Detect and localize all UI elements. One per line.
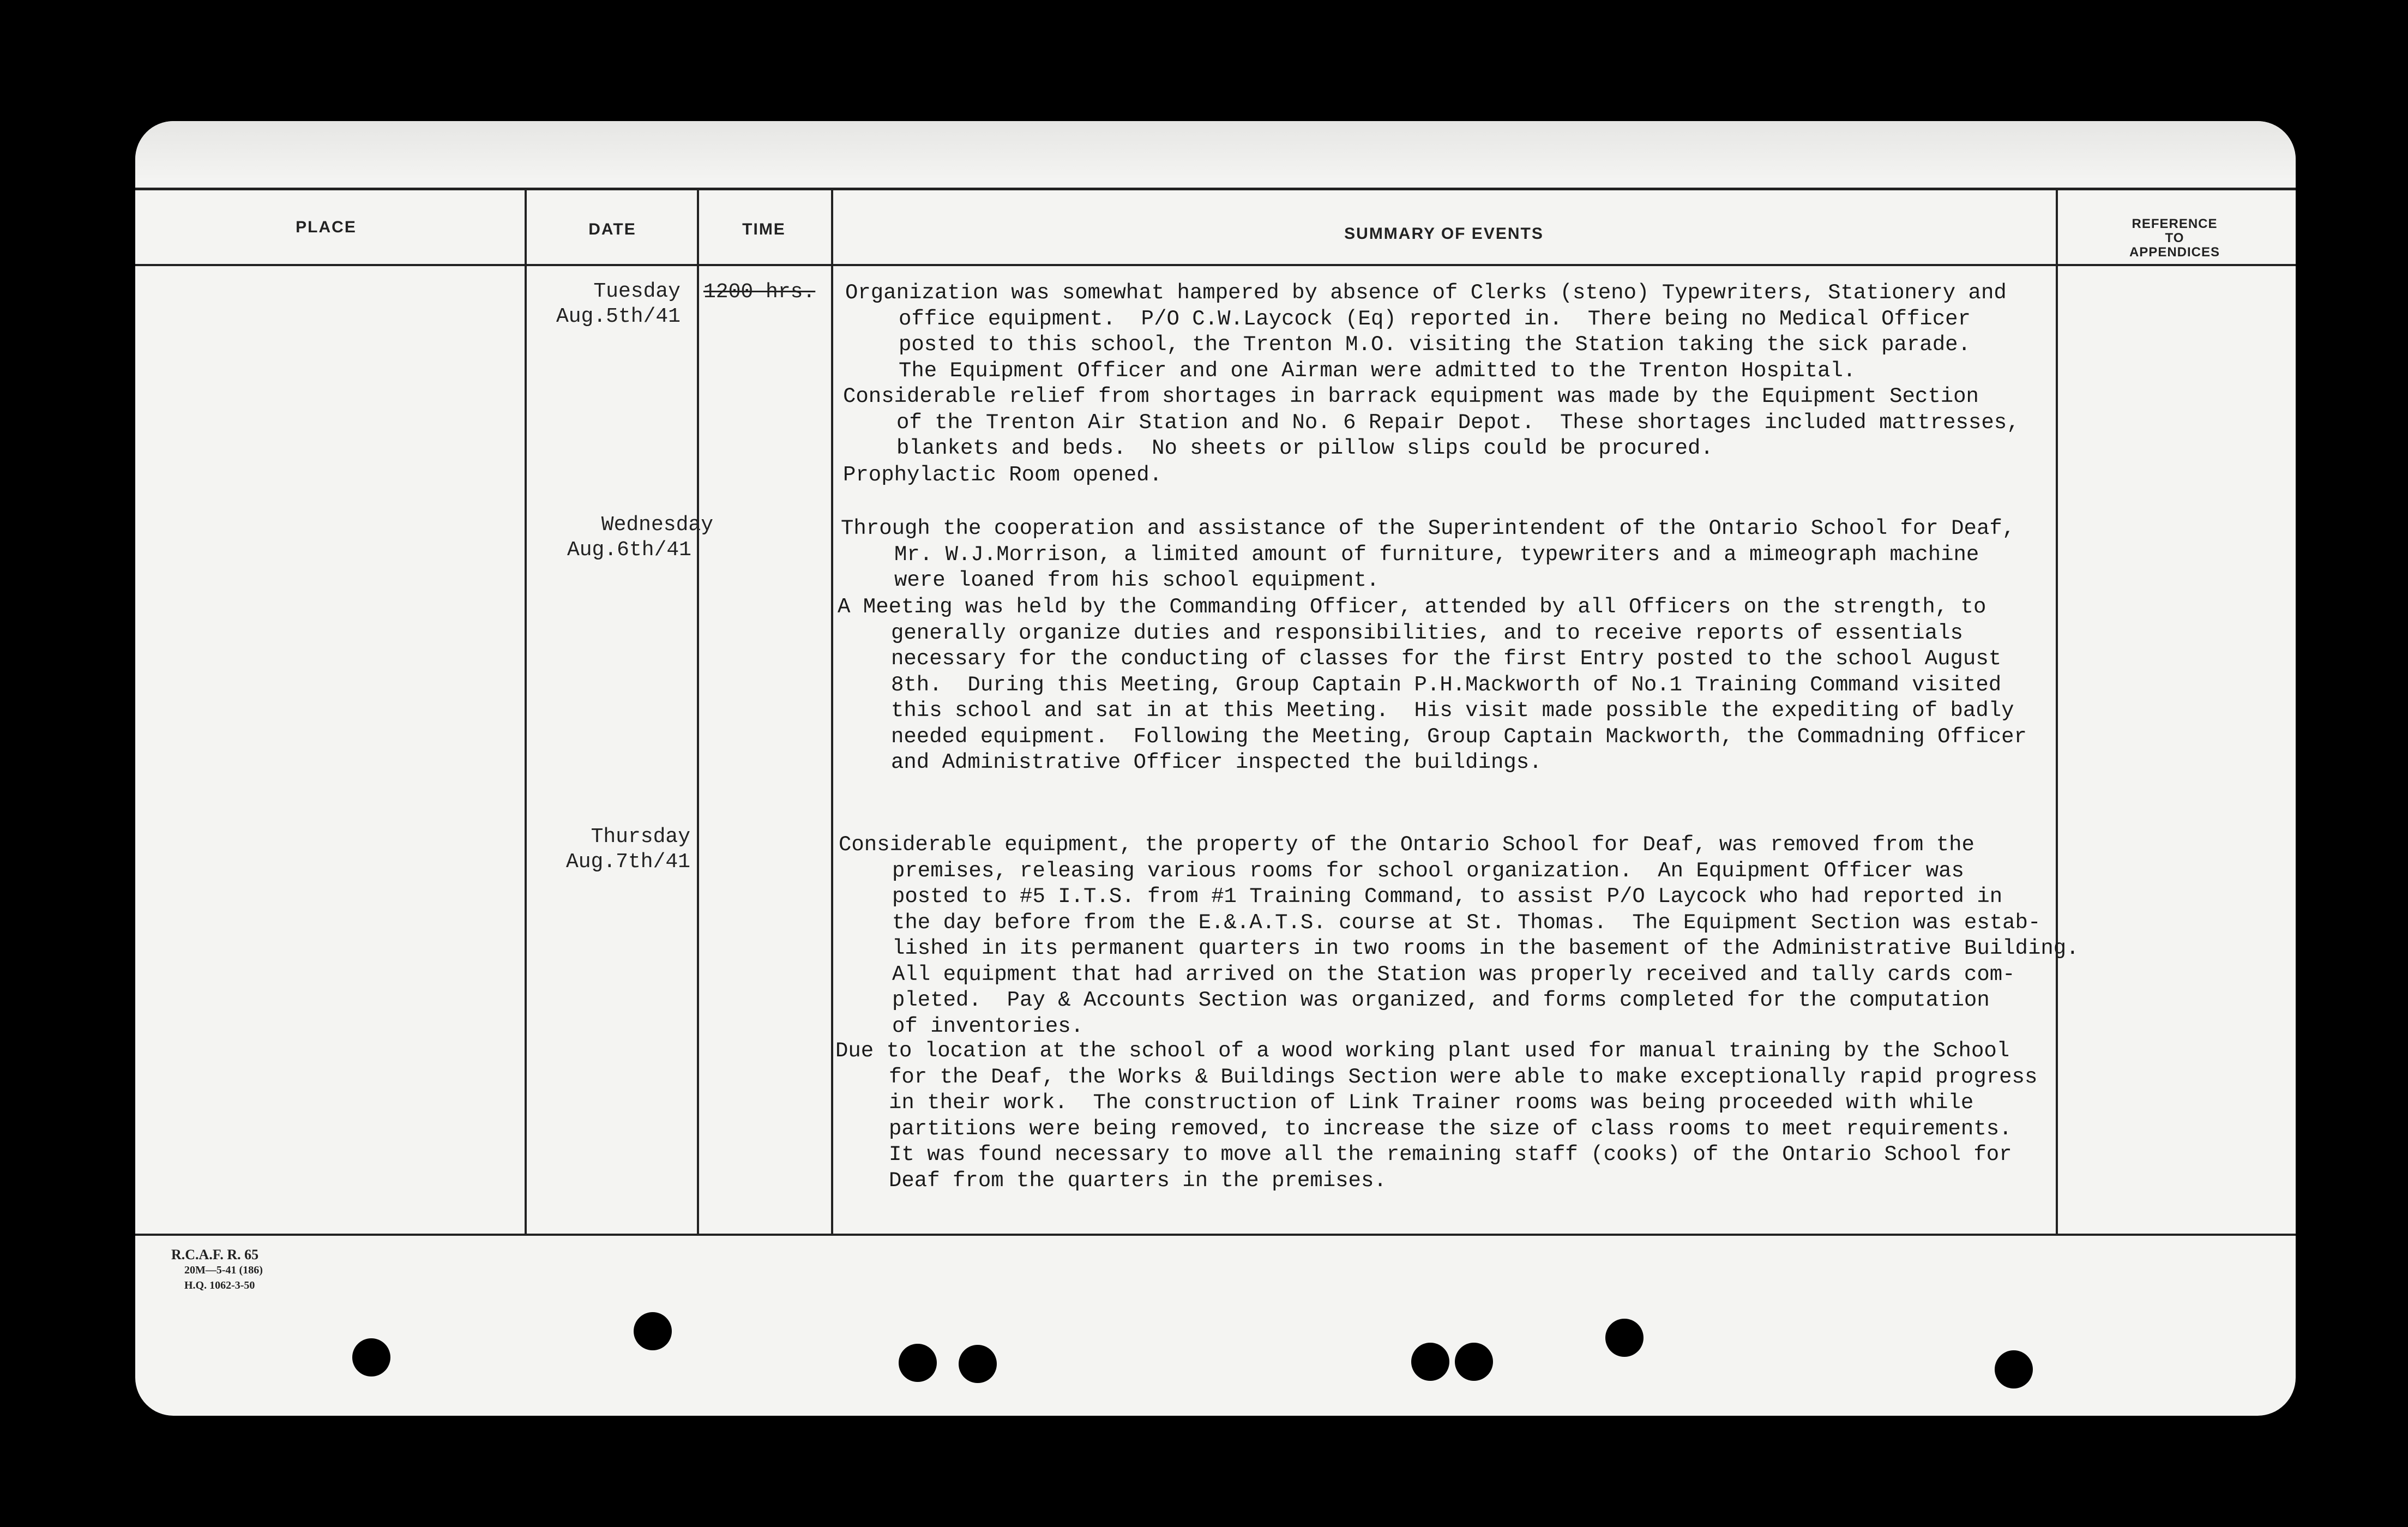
header-reference: REFERENCE TO APPENDICES <box>2129 217 2220 260</box>
summary-paragraph: A Meeting was held by the Commanding Officer, attended by all Officers on the strength, to generally organize duties and responsibilities, and to receive reports of essentials necessary for the conducting of classes for the first Entry posted to the school August 8th. During this Meeting, Group Captain P.H.Mackworth of No.1 Training Command visited this school and sat in at this Meeting. His visit made possible the expediting of badly needed equipment. Following the Meeting, Group Captain Mackworth, the Commadning Officer and Administrative Officer inspected the buildings. <box>838 595 2027 774</box>
punch-hole <box>1455 1343 1493 1381</box>
summary-paragraph: Prophylactic Room opened. <box>843 463 1163 487</box>
summary-paragraph: Through the cooperation and assistance of the Superintendent of the Ontario School for Deaf, Mr. W.J.Morrison, a limited amount of furniture, typewriters and a mimeograph machine were loaned from his school equipment. <box>841 516 2015 592</box>
entry-date: Aug.7th/41 <box>565 850 690 874</box>
entry-date: Aug.5th/41 <box>556 305 681 328</box>
entry-time: 1200 hrs. <box>703 280 816 304</box>
summary-paragraph: Organization was somewhat hampered by absence of Clerks (steno) Typewriters, Stationery and office equipment. P/O C.W.Laycock (Eq) reported in. There being no Medical Officer posted to this school, the Trenton M.O. visiting the Station taking the sick parade. The Equipment Officer and one Airman were admitted to the Trenton Hospital. <box>845 281 2007 383</box>
punch-hole <box>1995 1350 2033 1388</box>
entry-day: Tuesday <box>593 280 681 303</box>
summary-paragraph: Due to location at the school of a wood working plant used for manual training by the School for the Deaf, the Works & Buildings Section were able to make exceptionally rapid progress in their work. The construction of Link Trainer rooms was being proceeded with while partitions were being removed, to increase the size of class rooms to meet requirements. It was found necessary to move all the remaining staff (cooks) of the Ontario School for Deaf from the quarters in the premises. <box>835 1039 2038 1193</box>
summary-paragraph: Considerable relief from shortages in barrack equipment was made by the Equipment Section of the Trenton Air Station and No. 6 Repair Depot. These shortages included mattresses, blankets and beds. No sheets or pillow slips could be procured. <box>843 384 2020 460</box>
header-summary: SUMMARY OF EVENTS <box>1344 225 1544 243</box>
print-code: 20M—5-41 (186) <box>184 1264 263 1276</box>
hq-code: H.Q. 1062-3-50 <box>184 1279 255 1291</box>
punch-hole <box>899 1344 937 1382</box>
entry-day: Thursday <box>591 825 690 849</box>
header-bottom-rule <box>135 264 2296 266</box>
form-number: R.C.A.F. R. 65 <box>171 1247 259 1263</box>
punch-hole <box>634 1312 672 1350</box>
column-rule-date <box>697 189 699 1236</box>
header-time: TIME <box>742 220 786 238</box>
punch-hole <box>1411 1343 1449 1381</box>
punch-hole <box>1605 1319 1644 1357</box>
entry-day: Wednesday <box>601 513 713 537</box>
top-rule <box>135 188 2296 190</box>
punch-hole <box>959 1345 997 1383</box>
sheet-shading <box>135 121 2296 181</box>
summary-paragraph: Considerable equipment, the property of the Ontario School for Deaf, was removed from the premises, releasing various rooms for school organization. An Equipment Officer was posted to #5 I.T.S. from #1 Training Command, to assist P/O Laycock who had reported in the day before from the E.&.A.T.S. course at St. Thomas. The Equipment Section was estab- lished in its permanent quarters in two rooms in the basement of the Administrative Building. All equipment that had arrived on the Station was properly received and tally cards com- pleted. Pay & Accounts Section was organized, and forms completed for the computation of inventories. <box>839 833 2079 1038</box>
entry-date: Aug.6th/41 <box>567 538 691 562</box>
column-rule-place <box>525 189 527 1236</box>
column-rule-time <box>831 189 833 1236</box>
header-date: DATE <box>588 220 636 238</box>
bottom-rule <box>135 1234 2296 1236</box>
diary-sheet <box>135 121 2296 1416</box>
punch-hole <box>352 1338 390 1376</box>
header-place: PLACE <box>296 218 357 236</box>
